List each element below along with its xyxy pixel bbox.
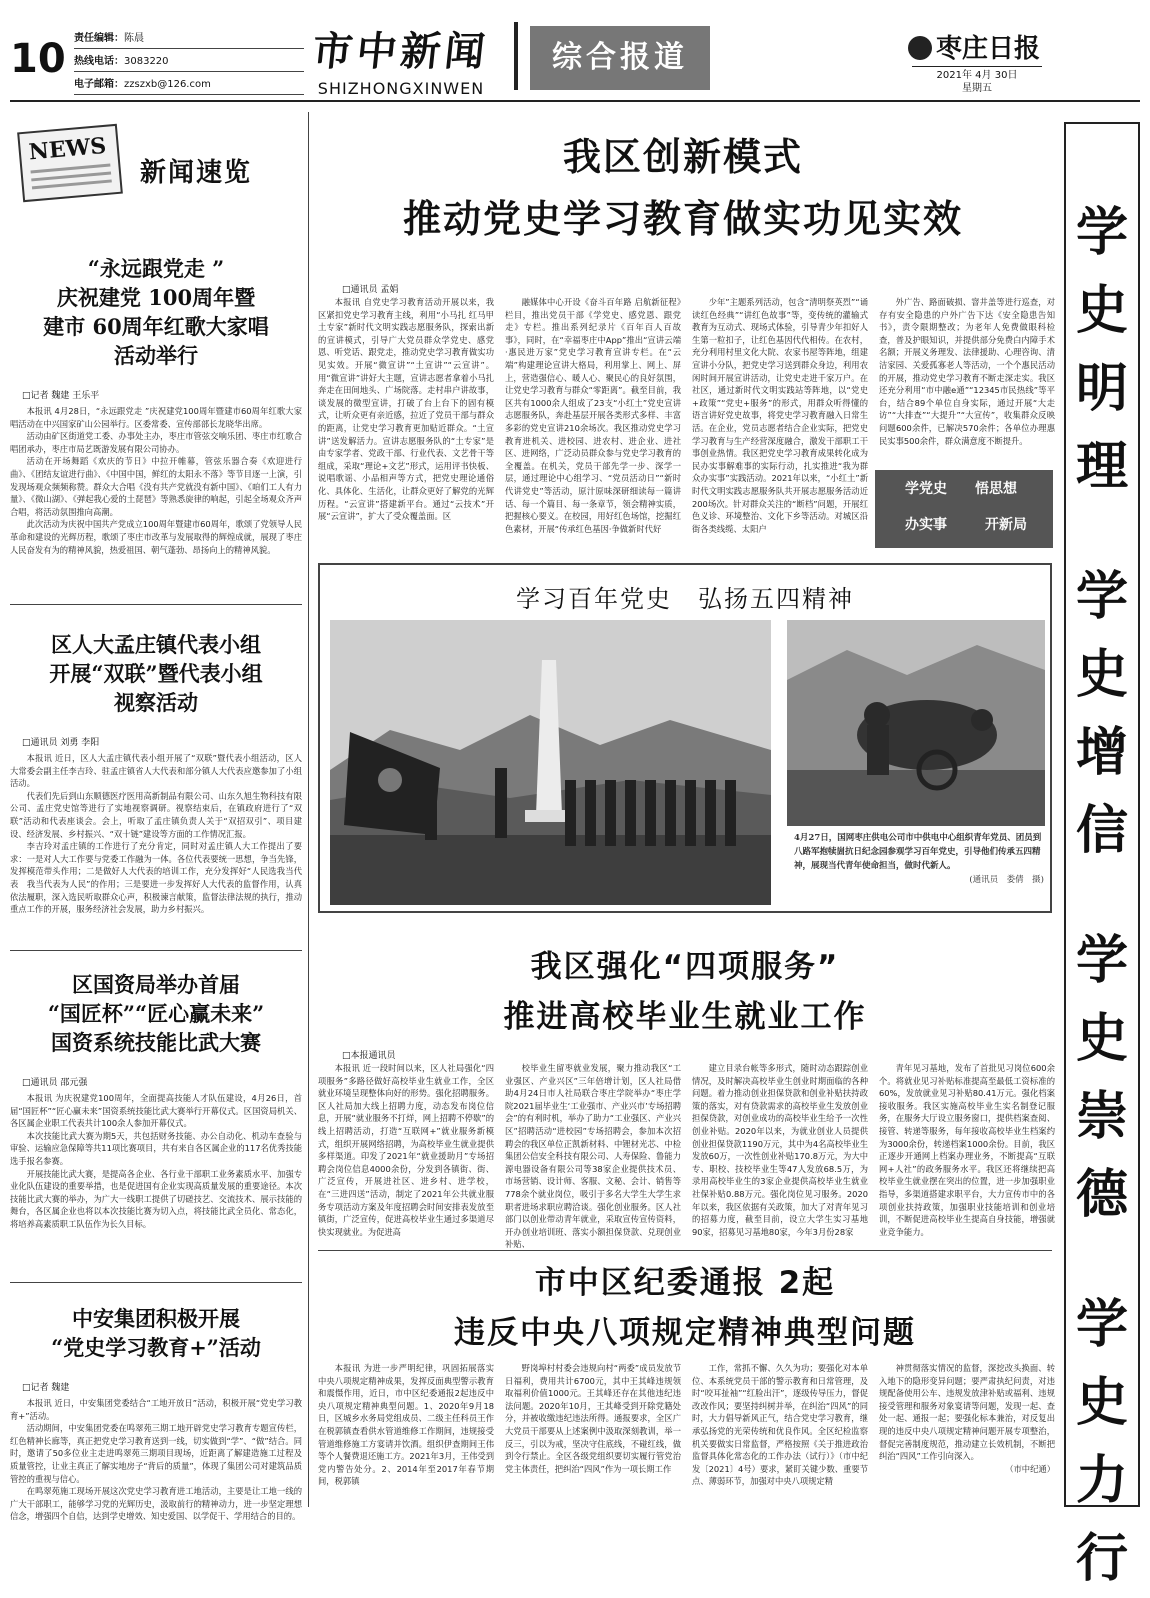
main-col-2: 融媒体中心开设《奋斗百年路 启航新征程》栏目，推出党员干部《学党史、感党恩、跟党走》专栏。推出系列纪录片《百年百人百故事》，同时，在“幸福枣庄中App”推出“宣讲云端·惠民进万家”党史学习教育宣讲专栏。在“云端”构建理论宣讲大格局，利用掌上、网上、屏上，营造强信心、暖人心、聚民心的良好氛围，让党史学习教育与群众“零距离”。截至目前，我区共有1000余人组成了23支“小红土”党史宣讲志愿服务队，奔赴基层开展各类形式多样、丰富多彩的党史宣讲210余场次。我区推动党史学习教育进机关、进校园、进农村、进企业、进社区、进网络，广泛动员群众参与党史学习教育的全覆盖。在机关，党员干部先学一步、深学一层，通过理论中心组学习、“党员活动日”“新时代讲党史”等活动，原汁原味深研细读每一篇讲话、每一个篇目、每一条章节，领会精神实质，把握核心要义。在校园，用好红色场馆，挖掘红色素材，开展“传承红色基因·争做新时代好 [505, 297, 681, 534]
article2-col-3: 建立目录台帐等多形式，随时动态跟踪创业情况，及时解决高校毕业生创业时期面临的各种问题。着力推动创业担保贷款和创业补贴扶持政策的落实，对有贷款需求的高校毕业生发放创业担保贷款，对创业成功的高校毕业生给予一次性创业补贴。2020年以来，为就业创业人员提供创业担保贷款1190万元，其中为4名高校毕业生发放60万，一次性创业补贴170.8万元，为大中专、职校、技校毕业生等47人发放68.5万，为录用高校毕业生的3家企业提供高校毕业生就业社保补贴0.88万元。强化岗位见习服务。2020年以来，我区依据有关政策，加大了对青年见习的招募力度，截至目前，设立大学生实习基地90家，招募见习基地80家，今年3月份28家 [692, 1063, 868, 1237]
left-article-4-byline: □记者 魏建 [22, 1383, 70, 1393]
left-article-2 [10, 630, 302, 916]
article3-col-2: 野岗埠村村委会违规向村“两委”成员发放节日福利，费用共计6700元，其中王其峰违规领取福利价值1000元。王其峰还存在其他违纪违法问题。2020年10月，王其峰受到开除党籍处分，并被收缴违纪违法所得。通报要求，全区广大党员干部要从上述案例中汲取深刻教训，举一反三，引以为戒，坚决守住底线，不碰红线，做到令行禁止。全区各级党组织要切实履行管党治党主体责任，把纠治“四风”作为一项长期工作 [505, 1363, 681, 1474]
photo-caption [794, 831, 1044, 887]
article3-col-1: 本报讯 为进一步严明纪律，巩固拓展落实中央八项规定精神成果，发挥反面典型警示教育和震慑作用，近日，市中区纪委通报2起违反中央八项规定精神典型问题。1、2020年9月18日，区城乡水务局党组成员、二级主任科员王作在税郭镇查看供水管道维修工作期间，违规接受管道维修施工方宴请并饮酒。组织伊查期间王伟等个人餐费退还施工方。2021年3月，王伟受到党内警告处分。2、2014年至2017年春节期间，税郭镇 [318, 1363, 494, 1487]
left-article-1-byline: □记者 魏建 王乐平 [22, 391, 100, 401]
left-article-1-headline: “永远跟党走 ” 庆祝建党 100周年暨 建市 60周年红歌大家唱 活动举行 [43, 256, 269, 368]
promo-banner [875, 470, 1053, 548]
left-article-3-body: 本报讯 为庆祝建党100周年，全面提高技能人才队伍建设，4月26日，首届“国匠杯”“匠心赢未来”国资系统技能比武大赛举行开幕仪式。区国资局机关、各区属企业职工代表共计100余人参加开幕仪式。 本次技能比武大赛为期5天，共包括财务技能、办公自动化、机动车查验与审验、运输应急保障等共11项比赛项目，共有来自各区属企业的117名优秀技能选手报名参赛。 开展技能比武大赛，是提高各企业、各行业干部职工业务素质水平、加强专业化队伍建设的重要举措，也是促进国有企业实现高质量发展的重要途径。本次技能比武大赛的举办，为广大一线职工提供了切磋技艺、交流技术、展示技能的舞台，各区属企业也将以本次技能比赛为切入点，将技能比武全员化、常态化，将培养高素质职工队伍作为长久目标。 [10, 1093, 302, 1229]
photo-caption-text: 4月27日，国网枣庄供电公司市中供电中心组织青年党员、团员到八路军抱犊崮抗日纪念园参观学习百年党史，引导他们传承五四精神，展现当代青年使命担当，做时代新人。 [794, 833, 1042, 871]
paper-date [912, 66, 1042, 95]
date-text: 2021年 4月 30日 [936, 70, 1018, 81]
side-slogan-3: 学 史 崇 德 [1075, 931, 1128, 1225]
phone-label: 热线电话： [74, 56, 124, 67]
main-headline: 我区创新模式 推动党史学习教育做实功见实效 [402, 135, 963, 241]
side-slogan-1: 学 史 明 理 [1075, 203, 1128, 497]
column-title: 市中新闻 [310, 28, 492, 75]
article2-col-2: 校毕业生留枣就业发展，聚力推动我区“工业强区、产业兴区”三年倍增计划，区人社局借助4月24日市人社局联合枣庄学院举办“枣庄学院2021届毕业生‘工业强市、产业兴市’专场招聘会”的有利时机，举办了助力“工业强区、产业兴区”招聘活动“进校园”专场招聘会，参加本次招聘会的我区单位正凯新材料、中锂材光芯、中检集团公信安全科技有限公司、人寿保险、鲁能力源电器设备有限公司等38家企业提供技术员、市场营销、设计师、客服、文秘、会计、销售等778余个就业岗位，吸引于多名大学生大学生求职者进场求职应聘洽谈。强化创业服务。区人社部门以创业带动青年就业，采取宣传宣传资料，开办创业培训班、落实小额担保贷款、兑现创业补贴、 [505, 1063, 681, 1250]
left-article-3-headline: 区国资局举办首届 “国匠杯”“匠心赢未来” 国资系统技能比武大赛 [47, 972, 265, 1055]
paper-name [908, 28, 1048, 65]
photo-feature [318, 563, 1052, 913]
photo-credit: (通讯员 娄倩 摄) [969, 875, 1044, 885]
page-number: 10 [10, 36, 66, 82]
left-article-1 [10, 254, 302, 556]
side-slogan-banner [1064, 122, 1140, 1589]
left-divider-1 [10, 604, 302, 605]
article2-col-1: 本报讯 近一段时间以来，区人社局强化“四项服务”多路径做好高校毕业生就业工作，全区就业环境呈现整体向好的形势。强化招聘服务。区人社局加大线上招聘力度，动态发布岗位信息，开展“就业服务不打烊，网上招聘不停歇”的线上招聘活动，打造“互联网+”就业服务新模式，组织开展网络招聘，为高校毕业生就业提供多样渠道。印发了2021年“就业援助月”专场招聘会岗位信息4000余份，分发到各镇街、街、广泛宣传，开展进社区、进乡村、进学校，在“三进四送”活动，制定了2021年公共就业服务专项活动方案及年度招聘会时间安排表发放至镇街，广泛宣传，促进高校毕业生通过多渠道尽快实现就业。为促进高 [318, 1063, 494, 1237]
email-address: zzszxb@126.com [124, 79, 211, 90]
photo-statue [787, 620, 1045, 826]
left-article-1-body: 本报讯 4月28日，“永远跟党走 ”庆祝建党100周年暨建市60周年红歌大家唱活动在中兴国家矿山公园举行。区委常委、宣传部部长龙晓华出席。 活动由矿区街道党工委、办事处主办，枣庄市管弦交响乐团、枣庄市红歌合唱团承办，枣庄市局艺既游发展有限公司协办。 活动在开场舞蹈《欢庆的节日》中拉开帷幕，管弦乐器合奏《欢迎进行曲》、《团结友谊进行曲》、《中国中国，鲜红的太阳永不落》等节目逐一上演，引发现场观众频频称赞。群众大合唱《没有共产党就没有新中国》、《咱们工人有力量》、《微山湖》、《弹起我心爱的土琵琶》等熟悉旋律的响起，引起全场观众齐声合唱，将活动氛围推向高潮。 此次活动为庆祝中国共产党成立100周年暨建市60周年，歌颂了党领导人民革命和建设的光辉历程，歌颂了枣庄市改革与发展取得的辉煌成就，展现了枣庄人民奋发有为的精神风貌，热爱祖国、朝气蓬勃、昂扬向上的精神风貌。 [10, 406, 302, 555]
sun-icon [908, 36, 932, 60]
news-logo-title: 新闻速览 [140, 158, 253, 188]
left-article-2-byline: □通讯员 刘勇 李阳 [22, 738, 100, 748]
promo-text-3: 办实事 [905, 517, 947, 533]
main-col-1: 本报讯 自党史学习教育活动开展以来，我区紧扣党史学习教育主线，利用“小马扎 红马甲 土专家”新时代文明实践志愿服务队，探索出新的宣讲模式，引导广大党员群众学党史、感党恩、听党话、跟党走，推动党史学习教育做实功见实效。开展“微宣讲”“土宣讲”“云宣讲”。用“微宣讲”讲好大主题，宣讲志愿者拿着小马扎奔走在田间地头、广场院落。走村串户讲故事，谈发展的微型宣讲，打破了台上台下的固有模式，让听众更有亲近感，拉近了党员干部与群众的距离，让党史学习教育更加贴近群众。“土宣讲”送发解活力。宣讲志愿服务队的“土专家”是由专家学者、党政干部、行业代表、文艺骨干等组成，采取“理论+文艺”形式，运用评书快板、说唱歌谣、小品相声等方式，把党史理论通俗化、具体化、生活化，让群众更好了解党的光辉历程。“云宣讲”搭建新平台。通过“云技术”开展“云宣讲”，扩大了受众覆盖面。区 [318, 297, 494, 522]
editor-label: 责任编辑： [74, 33, 124, 44]
left-column-rule [308, 112, 309, 1507]
article2-byline: □本报通讯员 [342, 1051, 396, 1061]
column-pinyin: SHIZHONGXINWEN [317, 79, 485, 98]
article3-col-4: 神贯彻落实情况的监督，深挖改头换面、转入地下的隐形变异问题；要严肃执纪问责，对违规配备使用公车、违规发放津补贴或福利、违规接受管理和服务对象宴请等问题，发现一起、查处一起、通报一起；要强化标本兼治，对反复出现的违反中央八项规定精神问题开展专项整治，督促完善制度规范，推动建立长效机制，不断把纠治“四风”工作引向深入。 （市中纪通） [879, 1363, 1055, 1474]
side-slogan-2: 学 史 增 信 [1075, 567, 1128, 861]
masthead-rule [10, 100, 1140, 102]
promo-text-1: 学党史 [905, 481, 947, 497]
left-divider-2 [10, 950, 302, 951]
article2-body [318, 1062, 1055, 1250]
left-article-4-body: 本报讯 近日，中安集团党委结合“工地开放日”活动，积极开展“党史学习教育+”活动。 活动期间，中安集团党委在鸣翠苑三期工地开辟党史学习教育专题宣传栏，红色精神长廊等，真正把党史学习教育送到一线，切实做到“学”、“做”结合。同时，邀请了50多位业主走进鸣翠苑三期项目现场，近距离了解建造施工过程及质量管控，让业主真正了解实地房子“背后的质量”，体现了集团公司对建筑品质管控的重视与信心。 在鸣翠苑施工现场开展这次党史学习教育进工地活动，主要是让工地一线的广大干部职工，能够学习党的光辉历史，汲取前行的精神动力，进一步坚定理想信念，增强四个自信，达到学史增效、知史爱国、以学促干、学用结合的目的。 [10, 1398, 302, 1522]
editor-name: 陈晨 [124, 33, 144, 44]
side-slogan-4: 学 史 力 行 [1075, 1295, 1128, 1589]
left-article-2-body: 本报讯 近日，区人大孟庄镇代表小组开展了“双联”暨代表小组活动，区人大常委会副主任李吉玲、驻孟庄镇省人大代表和部分镇人大代表应邀参加了小组活动。 代表们先后到山东顺德医疗医用高新制品有限公司、山东久旭生物科技有限公司、孟庄党史馆等进行了实地视察调研。视察结束后，在镇政府进行了“双联”活动和代表座谈会。会上，听取了孟庄镇负责人关于“双招双引”、项目建设、经济发展、乡村振兴、“双十链”建设等方面的工作情况汇报。 李吉玲对孟庄镇的工作进行了充分肯定，同时对孟庄镇人大工作提出了要求：一是对人大工作要与党委工作融为一体。各位代表要统一思想，争当先锋，发挥模范带头作用；二是做好人大代表的培训工作，充分发挥好“人民选我当代表 我当代表为人民”的作用；三是要进一步发挥好人大代表的监督作用，认真依法履职，深入选民听取群众心声，积极谏言献策，监督法律法规的执行，推动重点工作的开展，服务经济社会发展，助力乡村振兴。 [10, 753, 302, 915]
news-logo [10, 112, 302, 222]
editor-info [74, 26, 304, 95]
article2-headline: 我区强化“四项服务” 推进高校毕业生就业工作 [503, 949, 867, 1035]
main-col-3: 少年”主题系列活动，包含“清明祭英烈”“诵读红色经典”“讲红色故事”等，变传统的灌输式教育为互动式、现场式体验，引导青少年扣好人生第一粒扣子，让红色基因代代相传。在农村，充分利用村里文化大院、农家书屋等阵地，组建宣讲小分队，把党史学习送到群众身边，利用农闲时间开展宣讲活动，让党史走进千家万户。在社区，通过新时代文明实践站等阵地，以“党史+政策”“党史+服务”的形式，用群众听得懂的语言讲好党史故事，将党史学习教育融入日常生活。在企业，党员志愿者结合企业实际，把党史学习教育与生产经营深度融合，激发干部职工干事创业热情。我区把党史学习教育成果转化成为民办实事解难事的实际行动，扎实推进“我为群众办实事”实践活动。2021年以来，“小红土”新时代文明实践志愿服务队共开展志愿服务活动近200场次。针对群众关注的“断档”问题，开展红色义诊、环境整治、文化下乡等活动。对城区沿街各类线缆、太阳户 [692, 297, 868, 534]
left-article-4-headline: 中安集团积极开展 “党史学习教育+”活动 [51, 1306, 261, 1360]
left-article-4 [10, 1304, 302, 1523]
weekday-text: 星期五 [962, 83, 992, 94]
news-badge: NEWS [27, 132, 108, 166]
left-article-2-headline: 区人大孟庄镇代表小组 开展“双联”暨代表小组 视察活动 [49, 632, 263, 715]
promo-text-2: 悟思想 [975, 481, 1017, 497]
photo-flag-ceremony [330, 620, 771, 905]
section-title: 综合报道 [530, 26, 710, 90]
article2-col-4: 青年见习基地，发布了首批见习岗位600余个。将就业见习补贴标准提高至最低工资标准的60%，发放就业见习补贴80.41万元。强化档案接收服务。我区实施高校毕业生实名制登记服务，在服务大厅设立服务窗口，提供档案查阅、接管、转递等服务，每年接收高校毕业生档案约为3000余份，转递档案1000余份。目前，我区正逐步开通网上档案办理业务，不断提高“互联网+人社”的政务服务水平。我区还将继续把高校毕业生就业摆在突出的位置，进一步加强职业指导，多渠道搭建求职平台，大力宣传市中的各项创业扶持政策，加强职业技能培训和创业培训，不断促进高校毕业生提高自身技能，增强就业竞争能力。 [879, 1063, 1055, 1237]
main-divider-2 [318, 1250, 1052, 1251]
article3-headline: 市中区纪委通报 2起 违反中央八项规定精神典型问题 [454, 1265, 916, 1351]
side-slogans [1066, 194, 1138, 1598]
promo-text-4: 开新局 [985, 517, 1027, 533]
left-article-3-byline: □通讯员 邵元强 [22, 1078, 88, 1088]
left-column [10, 112, 302, 1522]
newspaper-icon [17, 124, 123, 202]
photo-feature-title: 学习百年党史 弘扬五四精神 [516, 585, 854, 613]
phone-number: 3083220 [124, 56, 169, 67]
article3-col-3: 工作，常抓不懈、久久为功；要强化对本单位、本系统党员干部的警示教育和日常管理，及时“咬耳扯袖”“红脸出汗”，逐级传导压力，督促改改作风；要坚持纠树并举，在纠治“四风”的同时，大力倡导新风正气，结合党史学习教育，继承弘扬党的光荣传统和优良作风。全区纪检监察机关要做实日常监督，严格按照《关于推进政治监督具体化常态化的工作办法（试行）》（市中纪发〔2021〕4号）要求，紧盯关键少数、重要节点、薄弱环节，加强对中央八项规定精 [692, 1363, 868, 1487]
column-logo [296, 20, 506, 98]
article3-body [318, 1362, 1055, 1502]
left-divider-3 [10, 1282, 302, 1283]
left-article-3 [10, 970, 302, 1231]
masthead-divider [514, 22, 518, 90]
article3-source: （市中纪通） [1005, 1463, 1055, 1474]
main-col-4: 外广告、路面破损、窨井盖等进行巡查，对存有安全隐患的户外广告下达《安全隐患告知书》，责令限期整改；为老年人免费做眼科检查，普及护眼知识，并提供部分免费白内障手术名额；开展义务理发、法律援助、心理咨询、清洁家园、关爱孤寡老人等活动，一个个惠民活动的开展，推动党史学习教育不断走深走实。我区还充分利用“市中融e通”“12345市民热线”等平台，结合89个单位自身实际，通过开展“大走访”“大排查”“大提升”“大宣传”，收集群众反映问题600余件，已解决570余件；各单位办理惠民实事500余件，群众满意度不断提升。 [879, 297, 1055, 446]
main-byline: □通讯员 孟娟 [342, 285, 399, 295]
email-label: 电子邮箱： [74, 79, 124, 90]
paper-name-text: 枣庄日报 [936, 34, 1041, 64]
